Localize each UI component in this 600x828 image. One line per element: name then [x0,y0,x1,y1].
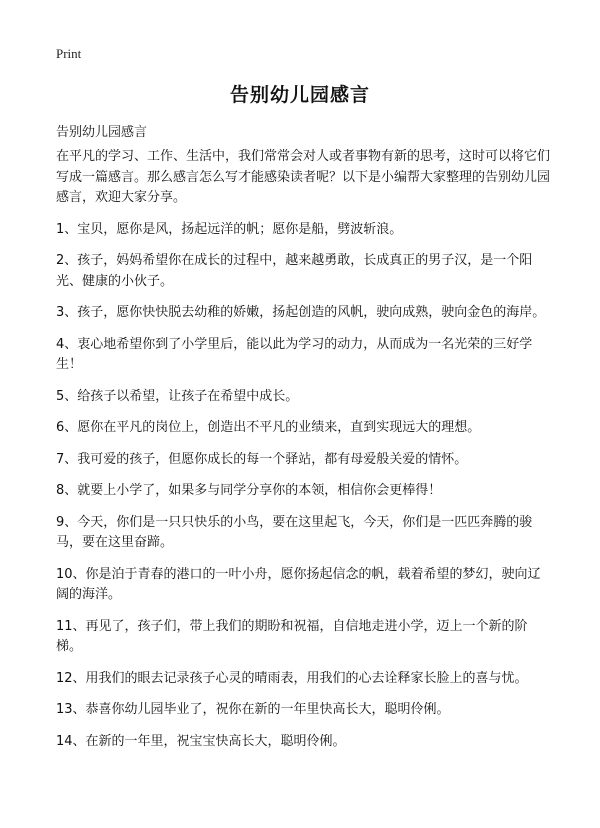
list-item: 9、今天，你们是一只只快乐的小鸟，要在这里起飞，今天，你们是一匹匹奔腾的骏马，要在这里奋蹄。 [56,514,533,550]
article-body [56,147,552,763]
list-item: 3、孩子，愿你快快脱去幼稚的娇嫩，扬起创造的风帆，驶向成熟，驶向金色的海岸。 [56,305,546,320]
list-item: 7、我可爱的孩子，但愿你成长的每一个驿站，都有母爱般关爱的情怀。 [56,451,468,467]
list-item: 2、孩子，妈妈希望你在成长的过程中，越来越勇敢，长成真正的男子汉，是一个阳光、健康的小伙子。 [56,253,533,289]
list-item: 4、衷心地希望你到了小学里后，能以此为学习的动力，从而成为一名光荣的三好学生！ [56,336,533,372]
list-item: 5、给孩子以希望，让孩子在希望中成长。 [56,388,299,404]
list-item: 1、宝贝，愿你是风，扬起远洋的帆；愿你是船，劈波斩浪。 [56,221,403,237]
list-item: 10、你是泊于青春的港口的一叶小舟，愿你扬起信念的帆，载着希望的梦幻，驶向辽阔的海洋。 [56,566,541,602]
list-item: 13、恭喜你幼儿园毕业了，祝你在新的一年里快高长大，聪明伶俐。 [56,702,450,717]
list-item: 14、在新的一年里，祝宝宝快高长大，聪明伶俐。 [56,733,346,749]
intro-paragraph: 在平凡的学习、工作、生活中，我们常常会对人或者事物有新的思考，这时可以将它们写成一篇感言。那么感言怎么写才能感染读者呢？以下是小编帮大家整理的告别幼儿园感言，欢迎大家分享。 [56,149,551,205]
page-title: 告别幼儿园感言 [229,84,370,106]
list-item: 11、再见了，孩子们，带上我们的期盼和祝福，自信地走进小学，迈上一个新的阶梯。 [56,618,528,654]
list-item: 6、愿你在平凡的岗位上，创造出不平凡的业绩来，直到实现远大的理想。 [56,420,481,435]
print-link[interactable]: Print [56,46,82,61]
list-item: 8、就要上小学了，如果多与同学分享你的本领，相信你会更棒得！ [56,483,442,498]
article-subtitle: 告别幼儿园感言 [56,125,148,140]
list-item: 12、用我们的眼去记录孩子心灵的晴雨表，用我们的心去诠释家长脸上的喜与忧。 [56,670,528,686]
